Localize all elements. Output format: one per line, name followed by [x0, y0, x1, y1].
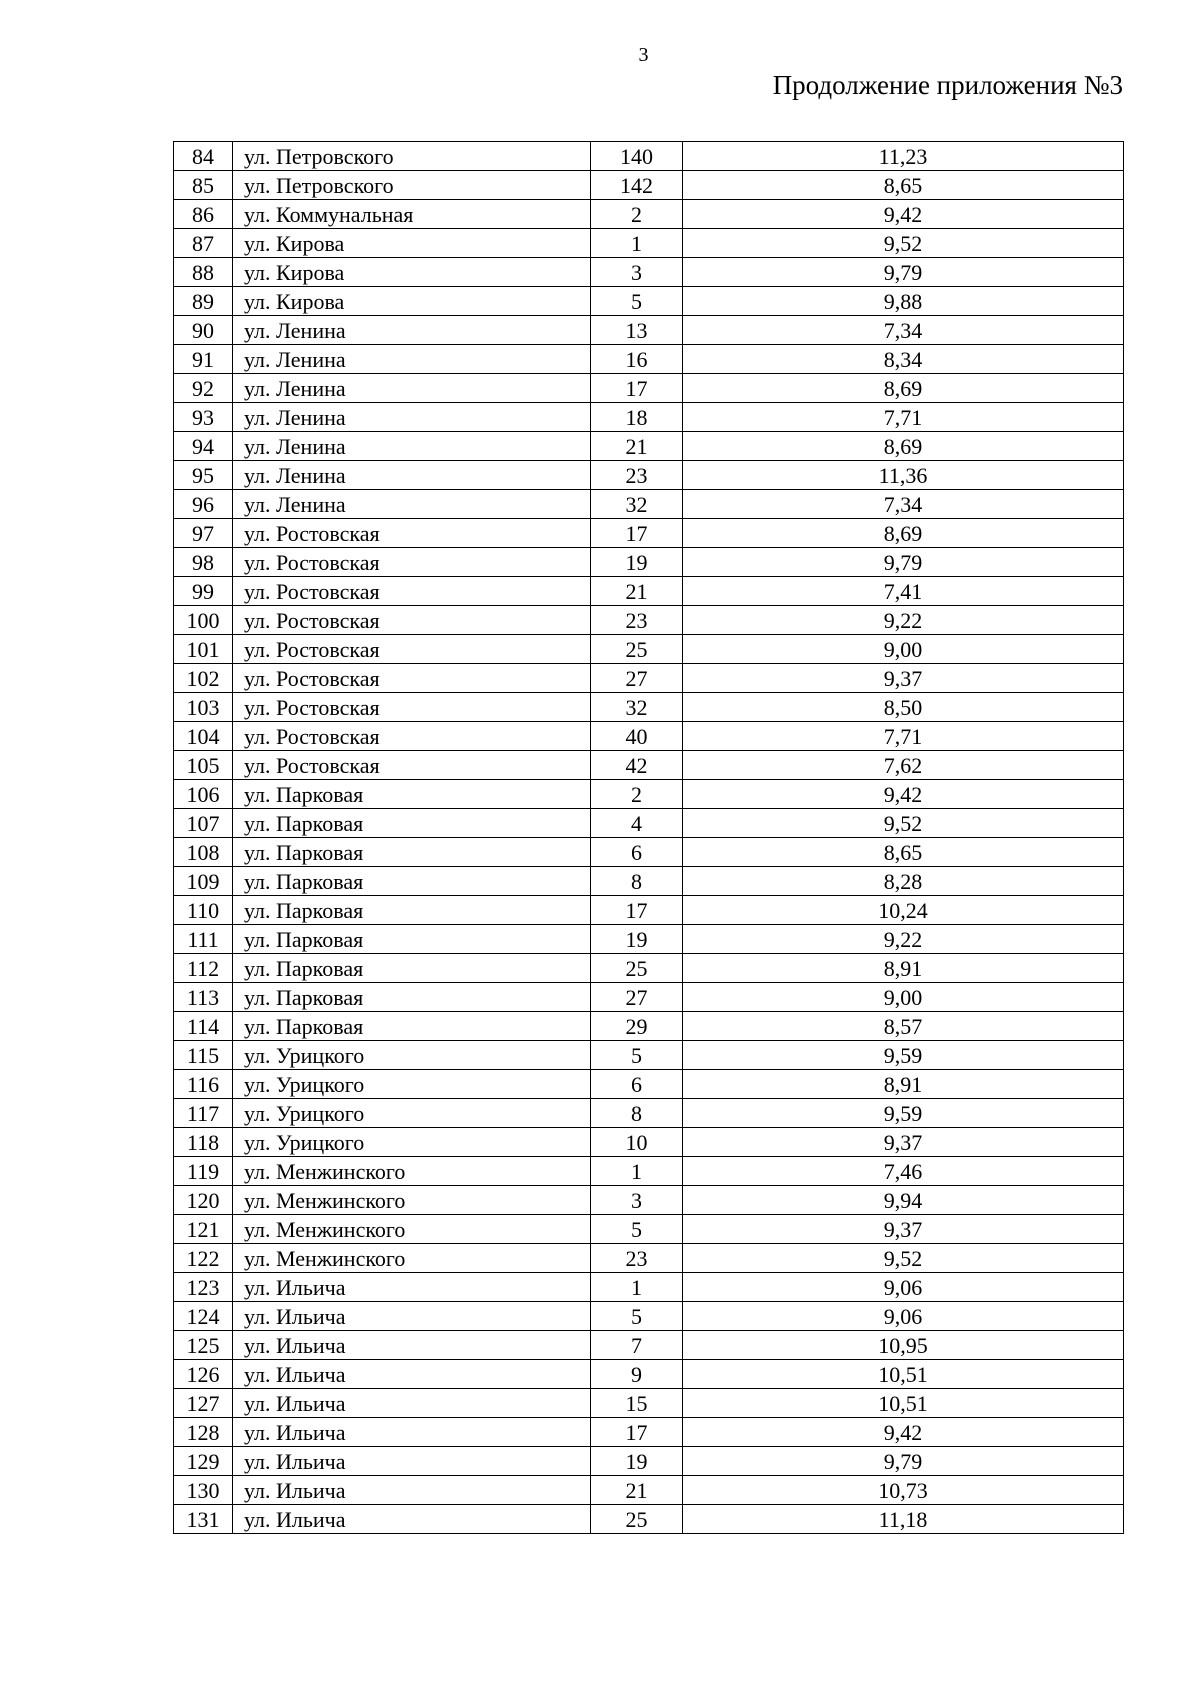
table-row: [174, 1099, 1124, 1128]
table-row: [174, 954, 1124, 983]
row-number-cell: 99: [174, 577, 233, 606]
house-number-cell: 10: [591, 1128, 683, 1157]
house-number-cell: 25: [591, 954, 683, 983]
table-row: [174, 1302, 1124, 1331]
row-number-cell: 98: [174, 548, 233, 577]
row-number-cell: 120: [174, 1186, 233, 1215]
row-number-cell: 101: [174, 635, 233, 664]
house-number-cell: 5: [591, 1215, 683, 1244]
street-cell: ул. Ленина: [233, 345, 591, 374]
table-row: [174, 693, 1124, 722]
row-number-cell: 129: [174, 1447, 233, 1476]
table-body: [174, 142, 1124, 1534]
value-cell: 9,79: [683, 548, 1124, 577]
row-number-cell: 84: [174, 142, 233, 171]
street-cell: ул. Ленина: [233, 403, 591, 432]
street-cell: ул. Ильича: [233, 1389, 591, 1418]
row-number-cell: 112: [174, 954, 233, 983]
house-number-cell: 9: [591, 1360, 683, 1389]
value-cell: 10,95: [683, 1331, 1124, 1360]
table-row: [174, 229, 1124, 258]
row-number-cell: 85: [174, 171, 233, 200]
street-cell: ул. Ростовская: [233, 722, 591, 751]
house-number-cell: 18: [591, 403, 683, 432]
house-number-cell: 140: [591, 142, 683, 171]
row-number-cell: 95: [174, 461, 233, 490]
value-cell: 9,52: [683, 1244, 1124, 1273]
row-number-cell: 96: [174, 490, 233, 519]
row-number-cell: 124: [174, 1302, 233, 1331]
table-row: [174, 171, 1124, 200]
table-row: [174, 1447, 1124, 1476]
row-number-cell: 86: [174, 200, 233, 229]
street-cell: ул. Менжинского: [233, 1186, 591, 1215]
street-cell: ул. Ильича: [233, 1302, 591, 1331]
house-number-cell: 23: [591, 606, 683, 635]
row-number-cell: 94: [174, 432, 233, 461]
value-cell: 9,94: [683, 1186, 1124, 1215]
house-number-cell: 17: [591, 1418, 683, 1447]
value-cell: 9,06: [683, 1273, 1124, 1302]
street-cell: ул. Петровского: [233, 142, 591, 171]
value-cell: 8,50: [683, 693, 1124, 722]
house-number-cell: 19: [591, 548, 683, 577]
house-number-cell: 5: [591, 287, 683, 316]
house-number-cell: 4: [591, 809, 683, 838]
row-number-cell: 110: [174, 896, 233, 925]
street-cell: ул. Урицкого: [233, 1041, 591, 1070]
value-cell: 10,73: [683, 1476, 1124, 1505]
value-cell: 8,91: [683, 954, 1124, 983]
row-number-cell: 122: [174, 1244, 233, 1273]
row-number-cell: 87: [174, 229, 233, 258]
row-number-cell: 93: [174, 403, 233, 432]
value-cell: 8,69: [683, 432, 1124, 461]
row-number-cell: 131: [174, 1505, 233, 1534]
house-number-cell: 27: [591, 983, 683, 1012]
street-cell: ул. Ильича: [233, 1273, 591, 1302]
street-cell: ул. Урицкого: [233, 1128, 591, 1157]
house-number-cell: 42: [591, 751, 683, 780]
street-cell: ул. Парковая: [233, 780, 591, 809]
row-number-cell: 118: [174, 1128, 233, 1157]
table-row: [174, 1128, 1124, 1157]
house-number-cell: 15: [591, 1389, 683, 1418]
value-cell: 9,06: [683, 1302, 1124, 1331]
street-cell: ул. Ростовская: [233, 519, 591, 548]
table-row: [174, 490, 1124, 519]
table-row: [174, 519, 1124, 548]
row-number-cell: 123: [174, 1273, 233, 1302]
value-cell: 7,41: [683, 577, 1124, 606]
house-number-cell: 6: [591, 1070, 683, 1099]
value-cell: 9,79: [683, 258, 1124, 287]
street-cell: ул. Ростовская: [233, 577, 591, 606]
row-number-cell: 100: [174, 606, 233, 635]
house-number-cell: 17: [591, 896, 683, 925]
value-cell: 9,59: [683, 1041, 1124, 1070]
row-number-cell: 113: [174, 983, 233, 1012]
table-row: [174, 1331, 1124, 1360]
row-number-cell: 109: [174, 867, 233, 896]
value-cell: 8,57: [683, 1012, 1124, 1041]
table-row: [174, 1186, 1124, 1215]
row-number-cell: 114: [174, 1012, 233, 1041]
house-number-cell: 1: [591, 229, 683, 258]
house-number-cell: 19: [591, 1447, 683, 1476]
table-row: [174, 1215, 1124, 1244]
street-cell: ул. Ростовская: [233, 751, 591, 780]
house-number-cell: 1: [591, 1157, 683, 1186]
appendix-title: Продолжение приложения №3: [772, 70, 1123, 100]
table-row: [174, 867, 1124, 896]
value-cell: 10,51: [683, 1389, 1124, 1418]
house-number-cell: 6: [591, 838, 683, 867]
value-cell: 10,24: [683, 896, 1124, 925]
value-cell: 9,00: [683, 983, 1124, 1012]
house-number-cell: 21: [591, 432, 683, 461]
table-row: [174, 838, 1124, 867]
table-row: [174, 1041, 1124, 1070]
house-number-cell: 21: [591, 1476, 683, 1505]
house-number-cell: 27: [591, 664, 683, 693]
table-row: [174, 1070, 1124, 1099]
street-cell: ул. Кирова: [233, 287, 591, 316]
street-cell: ул. Парковая: [233, 983, 591, 1012]
value-cell: 11,23: [683, 142, 1124, 171]
row-number-cell: 128: [174, 1418, 233, 1447]
row-number-cell: 92: [174, 374, 233, 403]
row-number-cell: 106: [174, 780, 233, 809]
house-number-cell: 8: [591, 1099, 683, 1128]
value-cell: 9,88: [683, 287, 1124, 316]
value-cell: 11,18: [683, 1505, 1124, 1534]
row-number-cell: 119: [174, 1157, 233, 1186]
street-cell: ул. Ильича: [233, 1505, 591, 1534]
house-number-cell: 17: [591, 519, 683, 548]
street-cell: ул. Ильича: [233, 1331, 591, 1360]
value-cell: 9,52: [683, 229, 1124, 258]
house-number-cell: 25: [591, 1505, 683, 1534]
row-number-cell: 90: [174, 316, 233, 345]
row-number-cell: 89: [174, 287, 233, 316]
house-number-cell: 16: [591, 345, 683, 374]
value-cell: 8,69: [683, 519, 1124, 548]
table-row: [174, 983, 1124, 1012]
house-number-cell: 40: [591, 722, 683, 751]
value-cell: 7,71: [683, 403, 1124, 432]
row-number-cell: 103: [174, 693, 233, 722]
table-row: [174, 896, 1124, 925]
table-row: [174, 287, 1124, 316]
row-number-cell: 121: [174, 1215, 233, 1244]
street-cell: ул. Ростовская: [233, 548, 591, 577]
table-row: [174, 432, 1124, 461]
value-cell: 9,42: [683, 780, 1124, 809]
house-number-cell: 8: [591, 867, 683, 896]
row-number-cell: 105: [174, 751, 233, 780]
table-row: [174, 200, 1124, 229]
street-cell: ул. Кирова: [233, 229, 591, 258]
table-row: [174, 548, 1124, 577]
row-number-cell: 116: [174, 1070, 233, 1099]
row-number-cell: 97: [174, 519, 233, 548]
table-row: [174, 316, 1124, 345]
house-number-cell: 32: [591, 490, 683, 519]
street-cell: ул. Ростовская: [233, 693, 591, 722]
value-cell: 9,59: [683, 1099, 1124, 1128]
row-number-cell: 88: [174, 258, 233, 287]
table-row: [174, 1476, 1124, 1505]
table-row: [174, 809, 1124, 838]
street-cell: ул. Парковая: [233, 896, 591, 925]
street-cell: ул. Менжинского: [233, 1215, 591, 1244]
table-row: [174, 664, 1124, 693]
street-cell: ул. Парковая: [233, 867, 591, 896]
row-number-cell: 111: [174, 925, 233, 954]
house-number-cell: 17: [591, 374, 683, 403]
street-cell: ул. Ленина: [233, 316, 591, 345]
house-number-cell: 21: [591, 577, 683, 606]
house-number-cell: 7: [591, 1331, 683, 1360]
street-cell: ул. Ростовская: [233, 635, 591, 664]
house-number-cell: 13: [591, 316, 683, 345]
table-row: [174, 1273, 1124, 1302]
house-number-cell: 3: [591, 258, 683, 287]
house-number-cell: 32: [591, 693, 683, 722]
street-cell: ул. Ленина: [233, 374, 591, 403]
house-number-cell: 1: [591, 1273, 683, 1302]
page-number: 3: [638, 44, 649, 66]
street-cell: ул. Ростовская: [233, 664, 591, 693]
house-number-cell: 25: [591, 635, 683, 664]
street-cell: ул. Ильича: [233, 1360, 591, 1389]
table-row: [174, 345, 1124, 374]
street-cell: ул. Урицкого: [233, 1070, 591, 1099]
row-number-cell: 102: [174, 664, 233, 693]
row-number-cell: 127: [174, 1389, 233, 1418]
value-cell: 7,62: [683, 751, 1124, 780]
street-cell: ул. Урицкого: [233, 1099, 591, 1128]
value-cell: 10,51: [683, 1360, 1124, 1389]
row-number-cell: 108: [174, 838, 233, 867]
row-number-cell: 104: [174, 722, 233, 751]
street-cell: ул. Парковая: [233, 925, 591, 954]
value-cell: 7,34: [683, 316, 1124, 345]
house-number-cell: 2: [591, 200, 683, 229]
table-row: [174, 751, 1124, 780]
value-cell: 8,28: [683, 867, 1124, 896]
table-row: [174, 258, 1124, 287]
table-row: [174, 1418, 1124, 1447]
street-cell: ул. Ленина: [233, 490, 591, 519]
value-cell: 9,00: [683, 635, 1124, 664]
street-cell: ул. Ильича: [233, 1418, 591, 1447]
house-number-cell: 23: [591, 461, 683, 490]
table-row: [174, 403, 1124, 432]
street-cell: ул. Ленина: [233, 461, 591, 490]
street-cell: ул. Ростовская: [233, 606, 591, 635]
row-number-cell: 125: [174, 1331, 233, 1360]
value-cell: 8,65: [683, 171, 1124, 200]
house-number-cell: 23: [591, 1244, 683, 1273]
house-number-cell: 19: [591, 925, 683, 954]
value-cell: 8,69: [683, 374, 1124, 403]
table-row: [174, 1012, 1124, 1041]
table-row: [174, 1505, 1124, 1534]
table-row: [174, 722, 1124, 751]
table-row: [174, 780, 1124, 809]
value-cell: 9,37: [683, 1128, 1124, 1157]
street-cell: ул. Менжинского: [233, 1244, 591, 1273]
street-cell: ул. Ильича: [233, 1447, 591, 1476]
table-row: [174, 142, 1124, 171]
value-cell: 9,22: [683, 606, 1124, 635]
street-cell: ул. Парковая: [233, 809, 591, 838]
value-cell: 9,37: [683, 664, 1124, 693]
house-number-cell: 3: [591, 1186, 683, 1215]
value-cell: 9,42: [683, 200, 1124, 229]
street-cell: ул. Ленина: [233, 432, 591, 461]
table-row: [174, 1157, 1124, 1186]
house-number-cell: 5: [591, 1041, 683, 1070]
table-row: [174, 461, 1124, 490]
value-cell: 9,22: [683, 925, 1124, 954]
value-cell: 9,79: [683, 1447, 1124, 1476]
table-row: [174, 1360, 1124, 1389]
table-row: [174, 1389, 1124, 1418]
street-cell: ул. Парковая: [233, 838, 591, 867]
value-cell: 7,46: [683, 1157, 1124, 1186]
row-number-cell: 117: [174, 1099, 233, 1128]
table-row: [174, 925, 1124, 954]
value-cell: 9,42: [683, 1418, 1124, 1447]
street-cell: ул. Парковая: [233, 954, 591, 983]
table-row: [174, 374, 1124, 403]
row-number-cell: 130: [174, 1476, 233, 1505]
street-cell: ул. Петровского: [233, 171, 591, 200]
house-number-cell: 142: [591, 171, 683, 200]
value-cell: 8,34: [683, 345, 1124, 374]
table-row: [174, 635, 1124, 664]
street-cell: ул. Кирова: [233, 258, 591, 287]
street-cell: ул. Парковая: [233, 1012, 591, 1041]
house-number-cell: 2: [591, 780, 683, 809]
street-cell: ул. Ильича: [233, 1476, 591, 1505]
value-cell: 7,71: [683, 722, 1124, 751]
row-number-cell: 126: [174, 1360, 233, 1389]
value-cell: 7,34: [683, 490, 1124, 519]
value-cell: 8,91: [683, 1070, 1124, 1099]
row-number-cell: 115: [174, 1041, 233, 1070]
value-cell: 8,65: [683, 838, 1124, 867]
table-row: [174, 606, 1124, 635]
value-cell: 9,52: [683, 809, 1124, 838]
house-number-cell: 5: [591, 1302, 683, 1331]
row-number-cell: 107: [174, 809, 233, 838]
street-cell: ул. Коммунальная: [233, 200, 591, 229]
table-row: [174, 577, 1124, 606]
value-cell: 11,36: [683, 461, 1124, 490]
data-table: [173, 141, 1124, 1534]
street-cell: ул. Менжинского: [233, 1157, 591, 1186]
row-number-cell: 91: [174, 345, 233, 374]
value-cell: 9,37: [683, 1215, 1124, 1244]
table-row: [174, 1244, 1124, 1273]
house-number-cell: 29: [591, 1012, 683, 1041]
